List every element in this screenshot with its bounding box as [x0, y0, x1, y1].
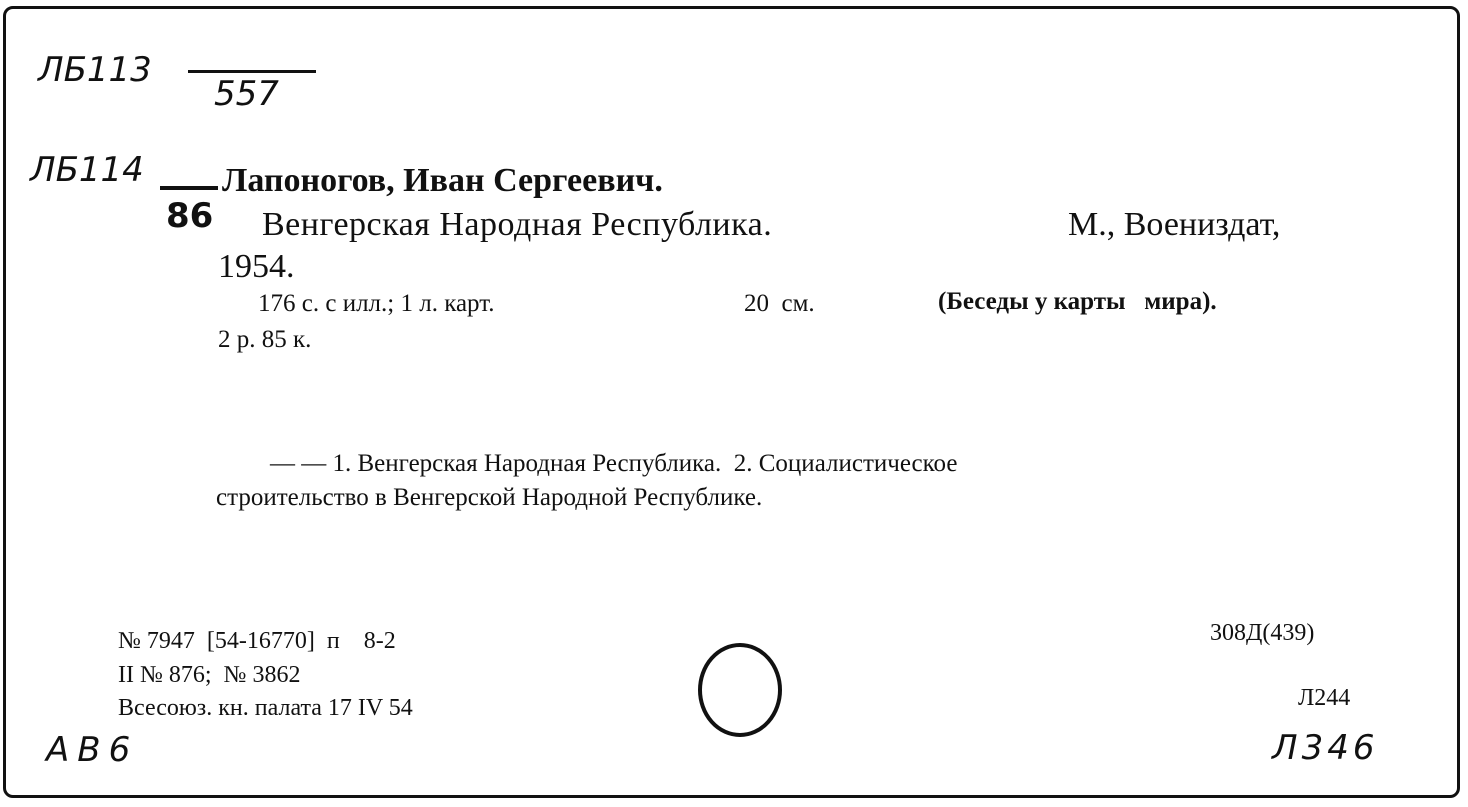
imprint-line-3: Всесоюз. кн. палата 17 IV 54: [118, 695, 413, 721]
author-mark: Л244: [1298, 685, 1351, 711]
shelfmark-1-denominator: 557: [214, 74, 279, 114]
collation: 176 с. с илл.; 1 л. карт.: [258, 290, 495, 317]
class-number: 86: [166, 196, 214, 236]
subject-headings-line-2: строительство в Венгерской Народной Республике.: [216, 484, 763, 511]
book-title: Венгерская Народная Республика.: [262, 206, 773, 243]
classification-number: 308Д(439): [1210, 620, 1315, 646]
imprint-line-2: II № 876; № 3862: [118, 662, 301, 688]
publisher: М., Воениздат,: [1068, 206, 1281, 243]
imprint-line-1: № 7947 [54-16770] п 8-2: [118, 628, 396, 654]
publication-year: 1954.: [218, 248, 295, 285]
handwritten-bottom-left: АВ6: [46, 730, 139, 770]
handwritten-bottom-right: Л346: [1272, 728, 1379, 768]
punch-hole: [694, 642, 794, 742]
size: 20 см.: [744, 290, 815, 317]
price: 2 р. 85 к.: [218, 326, 312, 353]
shelfmark-fraction-line: [188, 70, 316, 73]
shelfmark-1: ЛБ113: [38, 50, 152, 90]
series-note: (Беседы у карты мира).: [938, 288, 1217, 315]
author-heading: Лапоногов, Иван Сергеевич.: [222, 162, 663, 199]
subject-headings-line-1: — — 1. Венгерская Народная Республика. 2. Социалистическое: [270, 450, 958, 477]
shelfmark-2-underline: [160, 186, 218, 190]
shelfmark-2: ЛБ114: [30, 150, 144, 190]
